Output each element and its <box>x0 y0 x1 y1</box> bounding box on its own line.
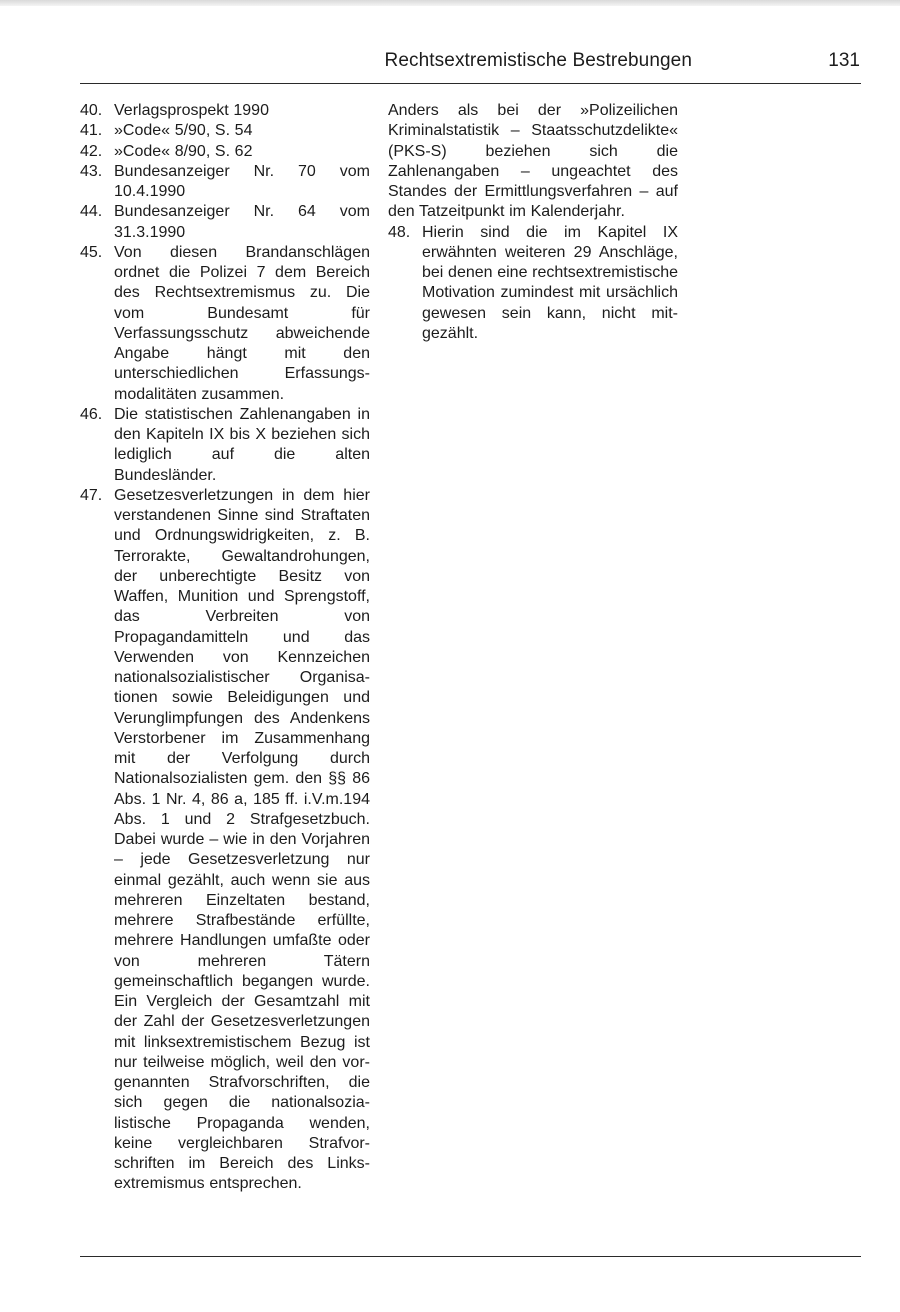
endnote-text: »Code« 5/90, S. 54 <box>114 122 253 140</box>
endnote-42 <box>80 142 370 162</box>
endnote-number: 42. <box>80 142 103 160</box>
endnote-number: 44. <box>80 203 103 221</box>
endnote-number: 40. <box>80 102 103 119</box>
endnote-text: Gesetzesverletzungen in dem hier verstandenen Sinne sind Straftaten und Ordnungswidrigkeiten, z. B. Terrorakte, Gewaltandrohungen, der unberechtigte Besitz von Waffen, Munition und Sprengstoff, das Verbreiten von Propagandamitteln und das Verwenden von Kennzeichen nationalsozialistischer Organisationen sowie Beleidigungen und Verunglimpfungen des Andenkens Verstorbener im Zusammenhang mit der Verfolgung durch Nationalsozialisten gem. den §§ 86 Abs. 1 Nr. 4, 86 a, 185 ff. i.V.m.194 Abs. 1 und 2 Strafgesetzbuch. Dabei wurde – wie in den Vorjahren – jede Gesetzesverletzung nur einmal gezählt, auch wenn sie aus mehreren Einzeltaten bestand, mehrere Strafbestände erfüllte, mehrere Handlungen umfaßte oder von mehreren Tätern gemeinschaftlich begangen wurde. Ein Vergleich der Gesamtzahl mit der Zahl der Gesetzesverletzungen mit linksextremistischem Bezug ist nur teilweise möglich, weil den vorgenannten Strafvorschriften, die sich gegen die nationalsozialistische Propaganda wenden, keine vergleichbaren Strafvorschriften im Bereich des Linksextremismus entsprechen. <box>114 486 370 1193</box>
endnote-43 <box>80 162 370 203</box>
page-number: 131 <box>828 50 860 71</box>
scan-edge-shadow <box>0 0 900 6</box>
endnotes-right-column <box>388 101 678 344</box>
endnote-number: 43. <box>80 162 103 180</box>
endnote-text: Von diesen Brandanschlägen ordnet die Polizei 7 dem Bereich des Rechtsextremismus zu. Die vom Bundesamt für Verfassungsschutz abweichende Angabe hängt mit den unterschiedlichen Erfassungsmodalitäten zusammen. <box>114 243 370 403</box>
endnote-number: 41. <box>80 122 103 140</box>
endnote-46 <box>80 405 370 486</box>
endnote-number: 45. <box>80 243 103 261</box>
endnote-text: Hierin sind die im Kapitel IX erwähnten weiteren 29 Anschläge, bei denen eine rechtsextremistische Motivation zumindest mit ursächlich gewesen sein kann, nicht mitgezählt. <box>422 223 678 342</box>
endnote-number: 47. <box>80 486 103 504</box>
continuation-text: Anders als bei der »Polizeilichen Kriminalstatistik – Staatsschutzdelikte« (PKS-S) beziehen sich die Zahlenangaben – ungeachtet des Standes der Ermittlungsverfahren – auf den Tatzeitpunkt im Kalenderjahr. <box>388 102 678 221</box>
endnote-44 <box>80 202 370 243</box>
endnote-number: 46. <box>80 405 103 423</box>
endnote-47-continuation <box>388 101 678 223</box>
running-header <box>80 50 860 84</box>
endnote-text: Bundesanzeiger Nr. 70 vom 10.4.1990 <box>114 162 370 200</box>
endnote-text: Bundesanzeiger Nr. 64 vom 31.3.1990 <box>114 203 370 241</box>
endnote-text: Die statistischen Zahlenangaben in den Kapiteln IX bis X beziehen sich lediglich auf die alten Bundesländer. <box>114 405 370 484</box>
endnote-text: »Code« 8/90, S. 62 <box>114 142 253 160</box>
endnote-text: Verlagsprospekt 1990 <box>114 102 269 119</box>
endnote-41 <box>80 121 370 141</box>
endnote-47 <box>80 486 370 1195</box>
endnotes-left-column <box>80 101 370 1195</box>
footer-rule <box>80 1256 861 1257</box>
endnote-48 <box>388 223 678 345</box>
header-rule <box>80 83 861 84</box>
endnote-45 <box>80 243 370 405</box>
endnote-number: 48. <box>388 223 411 241</box>
running-title: Rechtsextremistische Bestrebungen <box>384 50 692 71</box>
endnote-40 <box>80 101 370 121</box>
